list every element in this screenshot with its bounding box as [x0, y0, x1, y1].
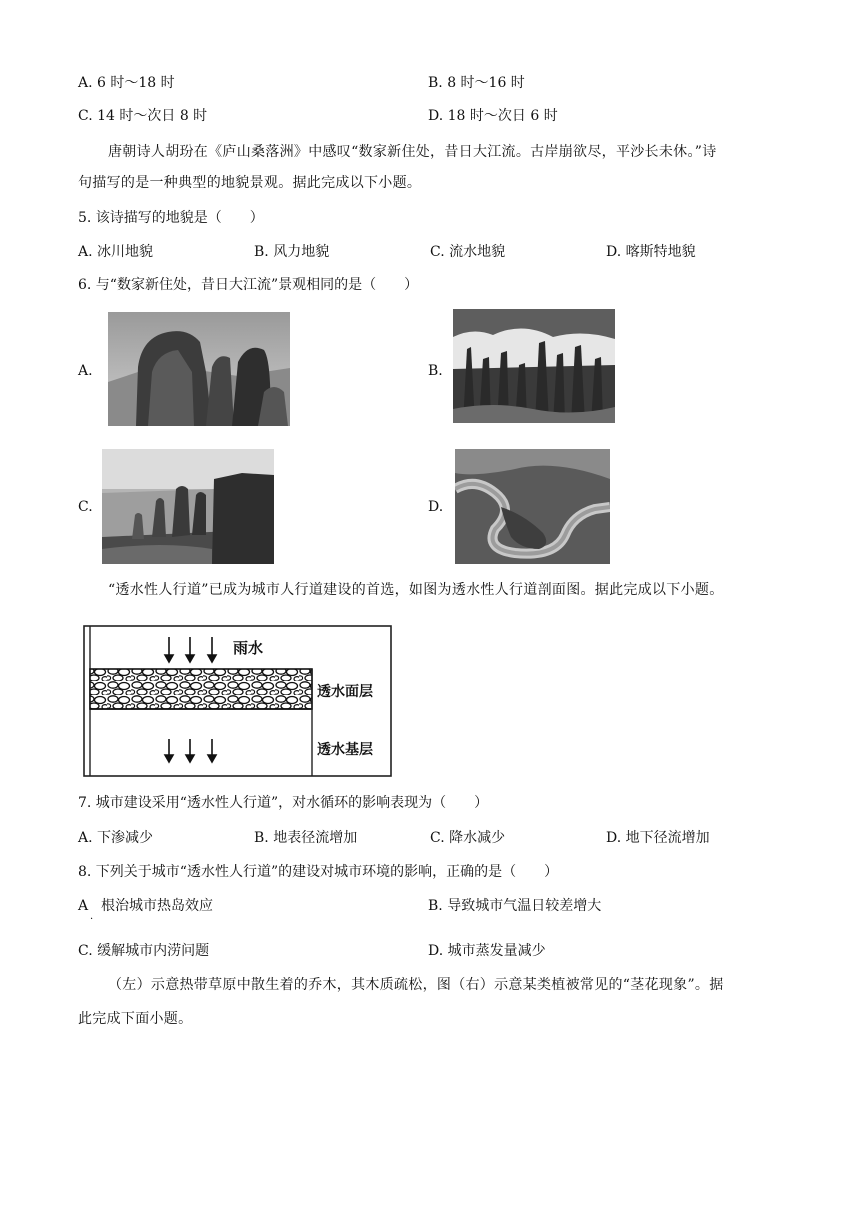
q8-option-a-text: 根治城市热岛效应	[101, 898, 213, 914]
sandstone-peaks-photo	[108, 312, 290, 426]
q6-option-a-label: A.	[78, 363, 93, 379]
q6-option-b-label: B.	[428, 363, 443, 379]
q7-option-c: C. 降水减少	[430, 830, 506, 846]
q5-option-b: B. 风力地貌	[254, 244, 330, 260]
q6-option-c-label: C.	[78, 499, 93, 515]
passage-2-line-1: “透水性人行道”已成为城市人行道建设的首选，如图为透水性人行道剖面图。据此完成以下小题。	[108, 582, 724, 598]
q4-option-a: A. 6 时～18 时	[78, 75, 175, 91]
stone-forest-photo	[453, 309, 615, 423]
q4-option-d: D. 18 时～次日 6 时	[428, 108, 558, 124]
q4-option-c: C. 14 时～次日 8 时	[78, 108, 208, 124]
q5-option-a: A. 冰川地貌	[78, 244, 154, 260]
q4-option-b: B. 8 时～16 时	[428, 75, 525, 91]
q6-option-d-label: D.	[428, 499, 444, 515]
passage-1-line-1: 唐朝诗人胡玢在《庐山桑落洲》中感叹“数家新住处，昔日大江流。古岸崩欲尽，平沙长未休。”诗	[108, 144, 717, 160]
q7-stem: 7. 城市建设采用“透水性人行道”，对水循环的影响表现为（ ）	[78, 795, 489, 811]
q8-option-c: C. 缓解城市内涝问题	[78, 943, 210, 959]
q8-stem: 8. 下列关于城市“透水性人行道”的建设对城市环境的影响，正确的是（ ）	[78, 864, 559, 880]
q7-option-d: D. 地下径流增加	[606, 830, 710, 846]
river-meander-photo	[455, 449, 610, 564]
q5-option-d: D. 喀斯特地貌	[606, 244, 696, 260]
surface-layer-label: 透水面层	[317, 684, 373, 700]
q5-stem: 5. 该诗描写的地貌是（ ）	[78, 210, 264, 226]
base-layer-label: 透水基层	[317, 742, 373, 758]
q8-option-a-dot: ·	[90, 914, 94, 925]
q7-option-b: B. 地表径流增加	[254, 830, 358, 846]
q8-option-a-letter: A	[78, 898, 89, 914]
passage-3-line-1: （左）示意热带草原中散生着的乔木，其木质疏松，图（右）示意某类植被常见的“茎花现象”。据	[108, 977, 724, 993]
passage-1-line-2: 句描写的是一种典型的地貌景观。据此完成以下小题。	[78, 175, 422, 191]
q7-option-a: A. 下渗减少	[78, 830, 154, 846]
permeable-sidewalk-diagram	[83, 625, 392, 777]
q5-option-c: C. 流水地貌	[430, 244, 506, 260]
passage-3-line-2: 此完成下面小题。	[78, 1011, 193, 1027]
rain-label: 雨水	[233, 639, 264, 657]
q8-option-b: B. 导致城市气温日较差增大	[428, 898, 602, 914]
q8-option-d: D. 城市蒸发量减少	[428, 943, 546, 959]
sea-stacks-photo	[102, 449, 274, 564]
q6-stem: 6. 与“数家新住处，昔日大江流”景观相同的是（ ）	[78, 277, 419, 293]
